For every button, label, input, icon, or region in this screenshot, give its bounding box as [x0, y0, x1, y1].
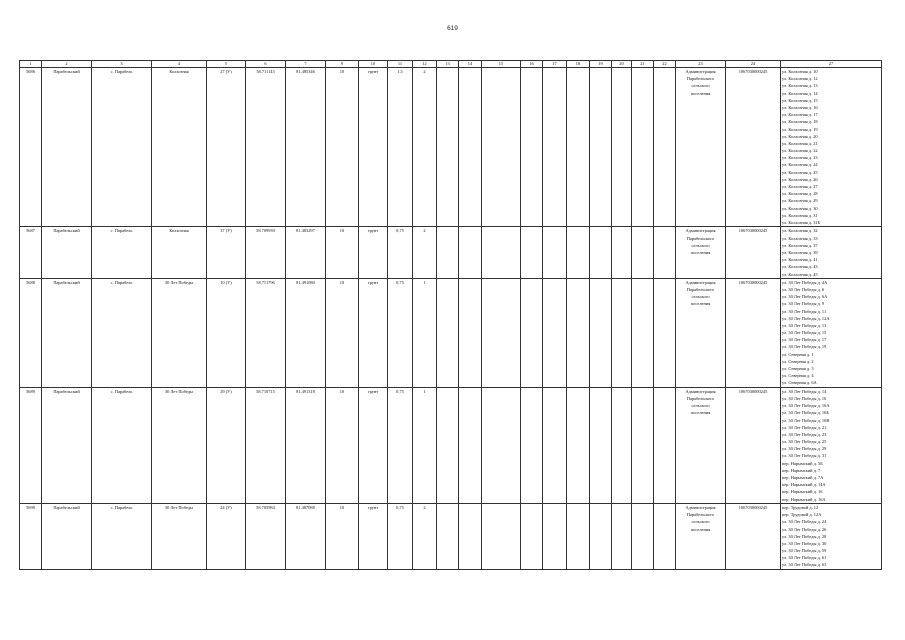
- empty-cell: [543, 278, 567, 387]
- address-list: [781, 387, 882, 503]
- street-cell: Колхозная: [152, 227, 207, 278]
- column-header: 4: [152, 61, 207, 68]
- address-item: ул. Колхозная д. 28: [782, 191, 818, 197]
- longitude-cell: 81.491318: [286, 387, 326, 503]
- address-item: ул. Колхозная д. 26: [782, 176, 818, 182]
- column-header: 16: [521, 61, 543, 68]
- street-cell: 30 Лет Победы: [152, 387, 207, 503]
- house-cell: 29 (У): [207, 387, 246, 503]
- house-cell: 24 (У): [207, 503, 246, 569]
- empty-cell: [437, 278, 459, 387]
- settlement-cell: с. Парабель: [92, 387, 152, 503]
- address-item: ул. Колхозная д. 16: [782, 104, 818, 110]
- owner-line: поселения: [690, 249, 711, 255]
- address-item: пер. Нарымский д. 5Б: [782, 460, 823, 466]
- address-item: ул. Колхозная д. 33: [782, 235, 818, 241]
- address-item: ул. Северная д. 3: [782, 366, 814, 372]
- empty-cell: [654, 278, 676, 387]
- length-cell: 0,75: [388, 227, 413, 278]
- address-item: ул. 30 Лет Победы д. 59: [782, 548, 827, 554]
- address-item: пер. Нарымский д. 16: [782, 489, 823, 495]
- column-header: 5: [207, 61, 246, 68]
- column-header: 14: [459, 61, 482, 68]
- address-item: ул. Колхозная д. 17: [782, 112, 818, 118]
- address-item: ул. 30 Лет Победы д. 11: [782, 308, 827, 314]
- address-item: ул. Колхозная д. 41: [782, 257, 818, 263]
- address-item: ул. Колхозная д. 19: [782, 126, 818, 132]
- address-item: ул. 30 Лет Победы д. 30: [782, 540, 827, 546]
- address-item: ул. Колхозная д. 25: [782, 169, 818, 175]
- address-list: [781, 68, 882, 227]
- address-item: ул. Колхозная д. 29: [782, 198, 818, 204]
- empty-cell: [654, 387, 676, 503]
- column-header: 27: [781, 61, 882, 68]
- address-item: ул. 30 Лет Победы д. 61: [782, 555, 827, 561]
- row-number: 5687: [20, 227, 42, 278]
- owner-cell: [676, 278, 726, 387]
- owner-line: сельского: [691, 242, 710, 248]
- empty-cell: [482, 278, 521, 387]
- address-item: ул. Колхозная д. 24: [782, 162, 818, 168]
- address-item: ул. 30 Лет Победы д. 6А: [782, 294, 828, 300]
- address-item: ул. Колхозная д. 32: [782, 228, 818, 234]
- address-item: ул. 30 Лет Победы д. 4А: [782, 279, 828, 285]
- empty-cell: [612, 278, 632, 387]
- district-cell: Парабельский: [42, 68, 92, 227]
- address-item: ул. Колхозная д. 13: [782, 83, 818, 89]
- empty-cell: [654, 503, 676, 569]
- column-header: 21: [632, 61, 654, 68]
- address-item: ул. 30 Лет Победы д. 21: [782, 424, 827, 430]
- surface-cell: грунт: [359, 278, 388, 387]
- row-number: 5686: [20, 68, 42, 227]
- address-item: ул. 30 Лет Победы д. 29: [782, 446, 827, 452]
- empty-cell: [482, 503, 521, 569]
- empty-cell: [521, 278, 543, 387]
- count-cell: 2: [413, 503, 437, 569]
- surface-cell: грунт: [359, 68, 388, 227]
- empty-cell: [521, 503, 543, 569]
- address-item: ул. Колхозная д. 21: [782, 140, 818, 146]
- owner-cell: [676, 227, 726, 278]
- empty-cell: [482, 68, 521, 227]
- ogrn-cell: 1067030000245: [726, 503, 781, 569]
- empty-cell: [632, 68, 654, 227]
- address-item: ул. Колхозная д. 45: [782, 271, 818, 277]
- latitude-cell: 58.710715: [246, 387, 286, 503]
- length-cell: 1,5: [388, 68, 413, 227]
- longitude-cell: 81.485346: [286, 68, 326, 227]
- empty-cell: [632, 387, 654, 503]
- address-item: ул. Колхозная д. 39: [782, 249, 818, 255]
- empty-cell: [612, 227, 632, 278]
- owner-line: поселения: [690, 526, 711, 532]
- street-cell: 30 Лет Победы: [152, 503, 207, 569]
- address-list: [781, 278, 882, 387]
- owner-line: сельского: [691, 519, 710, 525]
- address-item: ул. 30 Лет Победы д. 24: [782, 519, 827, 525]
- owner-line: Парабельского: [686, 286, 715, 292]
- row-number: 5689: [20, 387, 42, 503]
- page-number: 619: [447, 25, 458, 32]
- address-item: ул. 30 Лет Победы д. 25: [782, 439, 827, 445]
- empty-cell: [459, 387, 482, 503]
- table-row: [20, 227, 882, 278]
- column-header: 20: [612, 61, 632, 68]
- owner-line: поселения: [690, 301, 711, 307]
- district-cell: Парабельский: [42, 278, 92, 387]
- district-cell: Парабельский: [42, 227, 92, 278]
- empty-cell: [482, 387, 521, 503]
- empty-cell: [590, 387, 612, 503]
- address-item: ул. 30 Лет Победы д. 17: [782, 337, 827, 343]
- length-cell: 0,75: [388, 387, 413, 503]
- address-item: ул. 30 Лет Победы д. 9: [782, 301, 825, 307]
- ogrn-cell: 1067030000245: [726, 387, 781, 503]
- owner-line: сельского: [691, 83, 710, 89]
- empty-cell: [459, 278, 482, 387]
- owner-line: сельского: [691, 403, 710, 409]
- column-header: 1: [20, 61, 42, 68]
- settlement-cell: с. Парабель: [92, 68, 152, 227]
- table-row: [20, 278, 882, 387]
- address-item: ул. Колхозная д. 30: [782, 205, 818, 211]
- column-9-cell: 10: [326, 387, 359, 503]
- settlement-cell: с. Парабель: [92, 278, 152, 387]
- owner-line: сельского: [691, 294, 710, 300]
- address-item: ул. Колхозная д. 20: [782, 133, 818, 139]
- surface-cell: грунт: [359, 227, 388, 278]
- address-item: ул. 30 Лет Победы д. 12А: [782, 315, 830, 321]
- empty-cell: [567, 387, 590, 503]
- address-list: [781, 227, 882, 278]
- empty-cell: [654, 227, 676, 278]
- table-row: [20, 68, 882, 227]
- ogrn-cell: 1067030000245: [726, 68, 781, 227]
- address-item: ул. Северная д. 4: [782, 373, 814, 379]
- address-item: ул. 30 Лет Победы д. 15: [782, 330, 827, 336]
- owner-cell: [676, 68, 726, 227]
- column-header: 24: [726, 61, 781, 68]
- settlement-cell: с. Парабель: [92, 227, 152, 278]
- column-header: 23: [676, 61, 726, 68]
- surface-cell: грунт: [359, 503, 388, 569]
- empty-cell: [590, 278, 612, 387]
- address-item: ул. Колхозная д. 12: [782, 76, 818, 82]
- address-item: ул. Колхозная д. 27: [782, 184, 818, 189]
- address-item: ул. 30 Лет Победы д. 16А: [782, 403, 830, 409]
- empty-cell: [567, 227, 590, 278]
- table-body: [20, 68, 882, 570]
- column-9-cell: 10: [326, 503, 359, 569]
- empty-cell: [612, 387, 632, 503]
- address-item: пер. Нарымский д. 14А: [782, 482, 826, 488]
- empty-cell: [459, 227, 482, 278]
- empty-cell: [590, 68, 612, 227]
- empty-cell: [654, 68, 676, 227]
- longitude-cell: 81.491080: [286, 278, 326, 387]
- column-header: 18: [567, 61, 590, 68]
- empty-cell: [437, 68, 459, 227]
- address-item: ул. 30 Лет Победы д. 26: [782, 526, 827, 532]
- district-cell: Парабельский: [42, 387, 92, 503]
- column-9-cell: 10: [326, 278, 359, 387]
- latitude-cell: 58.711143: [246, 68, 286, 227]
- address-item: ул. 30 Лет Победы д. 16В: [782, 417, 830, 423]
- latitude-cell: 58.709939: [246, 227, 286, 278]
- address-item: ул. Колхозная д. 37: [782, 242, 818, 248]
- house-cell: 10 (У): [207, 278, 246, 387]
- empty-cell: [437, 227, 459, 278]
- empty-cell: [543, 387, 567, 503]
- address-item: ул. 30 Лет Победы д. 63: [782, 562, 827, 568]
- empty-cell: [590, 227, 612, 278]
- address-item: ул. Колхозная д. 22: [782, 148, 818, 154]
- column-header: 7: [286, 61, 326, 68]
- empty-cell: [567, 68, 590, 227]
- empty-cell: [543, 503, 567, 569]
- empty-cell: [632, 227, 654, 278]
- column-9-cell: 10: [326, 68, 359, 227]
- empty-cell: [437, 503, 459, 569]
- column-header: 19: [590, 61, 612, 68]
- column-header: 13: [437, 61, 459, 68]
- address-item: ул. 30 Лет Победы д. 23: [782, 431, 827, 437]
- empty-cell: [521, 227, 543, 278]
- empty-cell: [567, 278, 590, 387]
- owner-line: Администрация: [685, 228, 716, 234]
- address-item: ул. Северная д. 1: [782, 351, 814, 357]
- header-row: [20, 61, 882, 68]
- longitude-cell: 81.487088: [286, 503, 326, 569]
- owner-line: Парабельского: [686, 235, 715, 241]
- address-item: ул. 30 Лет Победы д. 16Б: [782, 410, 829, 416]
- address-item: ул. Колхозная д. 18: [782, 119, 818, 125]
- count-cell: 1: [413, 387, 437, 503]
- owner-line: поселения: [690, 410, 711, 416]
- house-cell: 27 (У): [207, 68, 246, 227]
- column-header: 6: [246, 61, 286, 68]
- address-item: ул. 30 Лет Победы д. 13: [782, 322, 827, 328]
- address-item: пер. Трудовой д. 12: [782, 504, 819, 510]
- house-cell: 37 (У): [207, 227, 246, 278]
- address-item: ул. 30 Лет Победы д. 6: [782, 286, 825, 292]
- address-item: ул. Колхозная д. 14: [782, 90, 818, 96]
- owner-line: Администрация: [685, 69, 716, 74]
- address-item: ул. Колхозная д. 31: [782, 212, 818, 218]
- ogrn-cell: 1067030000245: [726, 227, 781, 278]
- empty-cell: [437, 387, 459, 503]
- address-list: [781, 503, 882, 569]
- owner-line: Парабельского: [686, 395, 715, 401]
- address-item: ул. Колхозная д. 43: [782, 264, 818, 270]
- empty-cell: [521, 387, 543, 503]
- address-item: ул. Северная д. 2: [782, 358, 814, 364]
- column-9-cell: 10: [326, 227, 359, 278]
- latitude-cell: 58.711796: [246, 278, 286, 387]
- ogrn-cell: 1067030000245: [726, 278, 781, 387]
- empty-cell: [543, 68, 567, 227]
- address-item: ул. Колхозная д. 10: [782, 69, 818, 74]
- owner-line: Парабельского: [686, 76, 715, 82]
- empty-cell: [612, 503, 632, 569]
- surface-cell: грунт: [359, 387, 388, 503]
- owner-line: Администрация: [685, 504, 716, 510]
- address-item: ул. 30 Лет Победы д. 16: [782, 395, 827, 401]
- column-header: 22: [654, 61, 676, 68]
- column-header: 9: [326, 61, 359, 68]
- empty-cell: [590, 503, 612, 569]
- empty-cell: [521, 68, 543, 227]
- owner-line: Администрация: [685, 279, 716, 285]
- length-cell: 0,75: [388, 278, 413, 387]
- longitude-cell: 81.483297: [286, 227, 326, 278]
- owner-line: поселения: [690, 90, 711, 96]
- district-cell: Парабельский: [42, 503, 92, 569]
- column-header: 17: [543, 61, 567, 68]
- settlement-cell: с. Парабель: [92, 503, 152, 569]
- count-cell: 2: [413, 68, 437, 227]
- count-cell: 2: [413, 227, 437, 278]
- row-number: 5690: [20, 503, 42, 569]
- column-header: 12: [413, 61, 437, 68]
- registry-table: [19, 60, 882, 570]
- table-row: [20, 503, 882, 569]
- address-item: ул. Северная д. 6А: [782, 380, 817, 386]
- address-item: ул. 30 Лет Победы д. 28: [782, 533, 827, 539]
- column-header: 15: [482, 61, 521, 68]
- street-cell: Колхозная: [152, 68, 207, 227]
- empty-cell: [612, 68, 632, 227]
- table-row: [20, 387, 882, 503]
- column-header: 10: [359, 61, 388, 68]
- owner-line: Парабельского: [686, 512, 715, 518]
- column-header: 3: [92, 61, 152, 68]
- latitude-cell: 58.705984: [246, 503, 286, 569]
- row-number: 5688: [20, 278, 42, 387]
- address-item: ул. 30 Лет Победы д. 14: [782, 388, 827, 394]
- owner-cell: [676, 503, 726, 569]
- street-cell: 30 Лет Победы: [152, 278, 207, 387]
- address-item: ул. 30 Лет Победы д. 19: [782, 344, 827, 350]
- empty-cell: [482, 227, 521, 278]
- address-item: ул. 30 Лет Победы д. 31: [782, 453, 827, 459]
- address-item: ул. Колхозная д. 31Б: [782, 219, 821, 225]
- owner-cell: [676, 387, 726, 503]
- address-item: пер. Нарымский д. 7: [782, 467, 821, 473]
- address-item: пер. Трудовой д. 12А: [782, 512, 822, 518]
- empty-cell: [567, 503, 590, 569]
- empty-cell: [459, 503, 482, 569]
- owner-line: Администрация: [685, 388, 716, 394]
- length-cell: 0,75: [388, 503, 413, 569]
- empty-cell: [459, 68, 482, 227]
- empty-cell: [543, 227, 567, 278]
- column-header: 2: [42, 61, 92, 68]
- empty-cell: [632, 278, 654, 387]
- column-header: 11: [388, 61, 413, 68]
- address-item: ул. Колхозная д. 23: [782, 155, 818, 161]
- address-item: пер. Нарымский д. 16А: [782, 496, 826, 502]
- address-item: ул. Колхозная д. 15: [782, 97, 818, 103]
- count-cell: 1: [413, 278, 437, 387]
- empty-cell: [632, 503, 654, 569]
- address-item: пер. Нарымский д. 7А: [782, 475, 824, 481]
